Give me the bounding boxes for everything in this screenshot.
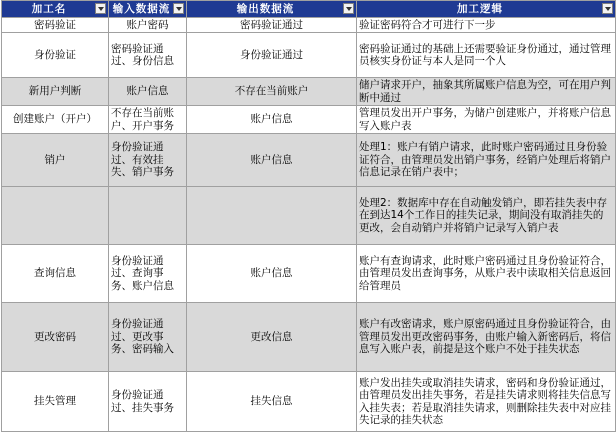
cell-output[interactable]: 账户信息 [187,245,357,303]
col-header-output: 输出数据流 [187,1,357,18]
cell-input-continued [109,187,187,245]
table-row [2,33,616,78]
col-header-name: 加工名 [2,1,109,18]
cell-input[interactable]: 身份验证通过、查询事务、账户信息 [109,245,187,303]
cell-output[interactable]: 不存在当前账户 [187,78,357,106]
cell-input[interactable]: 身份验证通过、挂失事务 [109,372,187,432]
cell-name[interactable]: 密码验证 [2,18,109,33]
cell-output[interactable]: 账户信息 [187,106,357,134]
filter-dropdown-icon[interactable] [343,3,354,14]
header-row [2,1,616,18]
cell-name-continued [2,187,109,245]
process-table [1,0,616,432]
filter-dropdown-icon[interactable] [173,3,184,14]
cell-output[interactable]: 密码验证通过 [187,18,357,33]
cell-output-continued [187,187,357,245]
cell-input[interactable]: 账户密码 [109,18,187,33]
table-row [2,78,616,106]
cell-name[interactable]: 查询信息 [2,245,109,303]
cell-logic[interactable]: 处理1：账户有销户请求，此时账户密码通过且身份验证符合，由管理员发出销户事务，经销户处理后将销户信息记录在销户表中； [357,134,616,187]
cell-input[interactable]: 不存在当前账户、开户事务 [109,106,187,134]
col-header-input: 输入数据流 [109,1,187,18]
col-header-logic: 加工逻辑 [357,1,616,18]
cell-logic[interactable]: 密码验证通过的基础上还需要验证身份通过，通过管理员核实身份证与本人是同一个人 [357,33,616,78]
cell-input[interactable]: 账户信息 [109,78,187,106]
cell-logic[interactable]: 账户发出挂失或取消挂失请求，密码和身份验证通过，由管理员发出挂失事务，若是挂失请求则将挂失信息写入挂失表；若是取消挂失请求，则删除挂失表中对应挂失记录的挂失状态 [357,372,616,432]
cell-name[interactable]: 身份验证 [2,33,109,78]
cell-logic[interactable]: 储户请求开户，抽象其所属账户信息为空，可在用户判断中通过 [357,78,616,106]
cell-name[interactable]: 创建账户（开户） [2,106,109,134]
cell-name[interactable]: 挂失管理 [2,372,109,432]
cell-name[interactable]: 更改密码 [2,303,109,372]
cell-output[interactable]: 身份验证通过 [187,33,357,78]
cell-logic[interactable]: 管理员发出开户事务，为储户创建账户，并将账户信息写入账户表 [357,106,616,134]
cell-input[interactable]: 密码验证通过、身份信息 [109,33,187,78]
table-row [2,134,616,187]
table-row [2,106,616,134]
cell-logic[interactable]: 处理2：数据库中存在自动触发销户，即若挂失表中存在到达14个工作日的挂失记录，期间没有取消挂失的更改，会自动销户并将销户记录写入销户表 [357,187,616,245]
table-row [2,18,616,33]
cell-logic[interactable]: 验证密码符合才可进行下一步 [357,18,616,33]
filter-dropdown-icon[interactable] [95,3,106,14]
cell-input[interactable]: 身份验证通过、更改事务、密码输入 [109,303,187,372]
table-row [2,187,616,245]
cell-logic[interactable]: 账户有查询请求，此时账户密码通过且身份验证符合，由管理员发出查询事务，从账户表中读取相关信息返回给管理员 [357,245,616,303]
cell-input[interactable]: 身份验证通过、有效挂失、销户事务 [109,134,187,187]
cell-logic[interactable]: 账户有改密请求，账户原密码通过且身份验证符合，由管理员发出更改密码事务，由账户输入新密码后，将信息写入账户表，前提是这个账户不处于挂失状态 [357,303,616,372]
cell-output[interactable]: 挂失信息 [187,372,357,432]
table-row [2,303,616,372]
filter-dropdown-icon[interactable] [602,3,613,14]
cell-output[interactable]: 更改信息 [187,303,357,372]
table-row [2,372,616,432]
table-row [2,245,616,303]
cell-name[interactable]: 新用户判断 [2,78,109,106]
cell-output[interactable]: 账户信息 [187,134,357,187]
cell-name[interactable]: 销户 [2,134,109,187]
